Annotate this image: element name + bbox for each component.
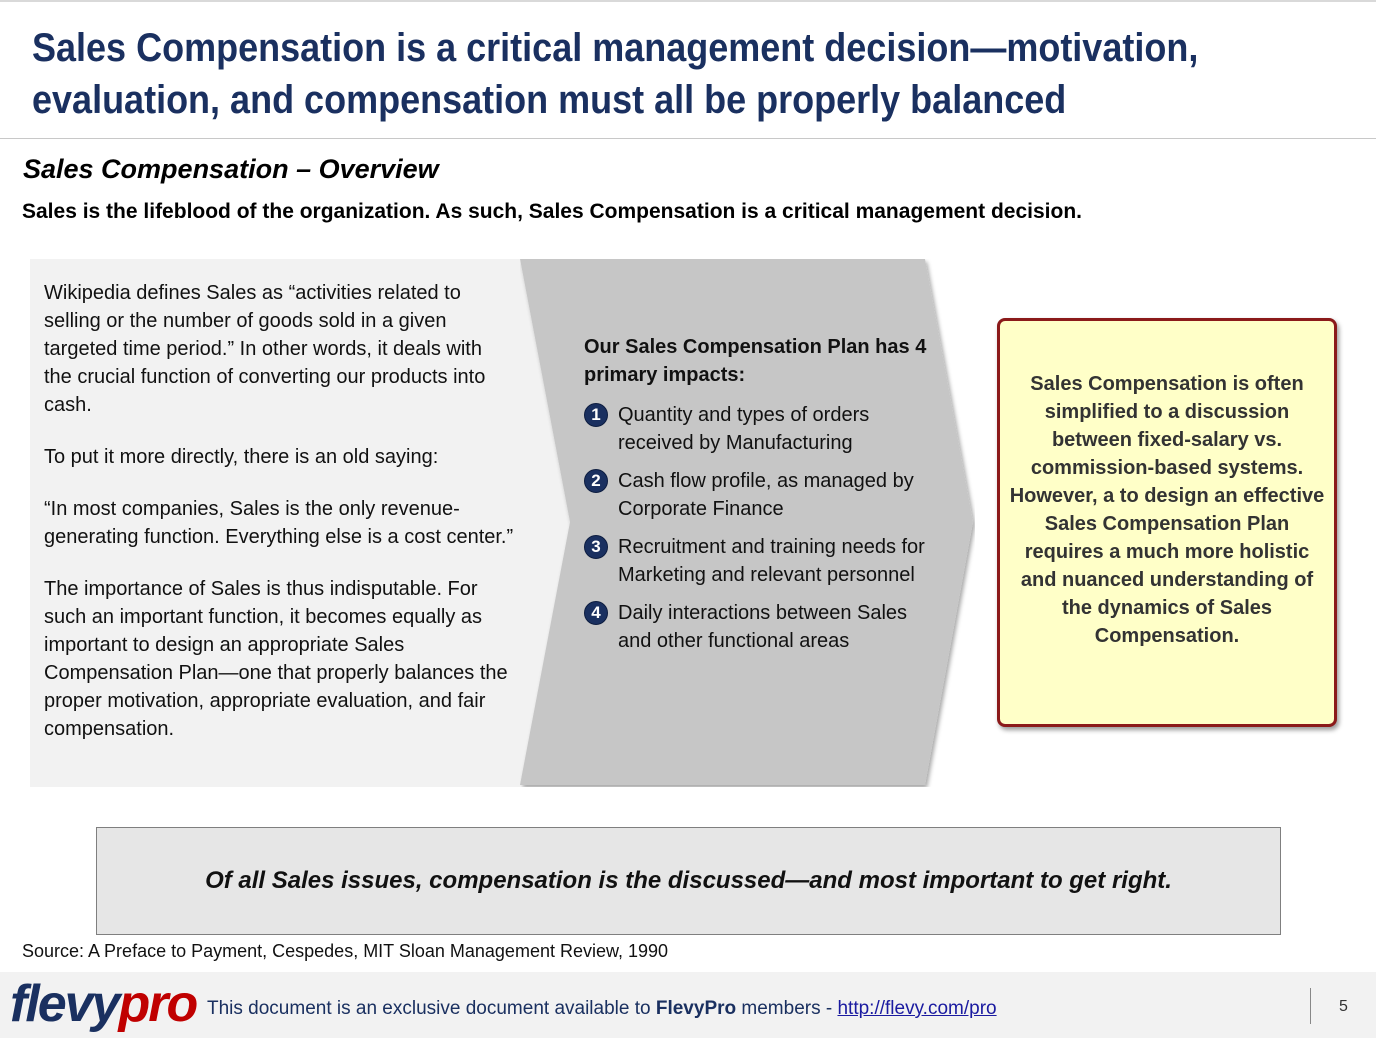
impact-text: Quantity and types of orders received by Manufacturing <box>618 404 870 454</box>
number-badge-1: 1 <box>584 403 608 427</box>
lead-statement: Sales is the lifeblood of the organization. As such, Sales Compensation is a critical management decision. <box>22 200 1082 223</box>
impacts-list <box>584 401 944 655</box>
impacts-heading: Our Sales Compensation Plan has 4 primary impacts: <box>584 336 927 386</box>
impact-item <box>584 599 944 655</box>
logo-text-flevy: flevy <box>10 975 119 1033</box>
impact-item <box>584 533 944 589</box>
impact-text: Daily interactions between Sales and other functional areas <box>618 602 908 652</box>
saying-quote: “In most companies, Sales is the only revenue-generating function. Everything else is a cost center.” <box>44 498 514 548</box>
title-divider <box>0 138 1376 139</box>
impact-item <box>584 401 944 457</box>
definition-text <box>44 279 514 767</box>
saying-intro: To put it more directly, there is an old saying: <box>44 446 439 468</box>
impact-text: Cash flow profile, as managed by Corporate Finance <box>618 470 914 520</box>
number-badge-3: 3 <box>584 535 608 559</box>
section-subtitle: Sales Compensation – Overview <box>23 154 439 184</box>
impact-text: Recruitment and training needs for Marketing and relevant personnel <box>618 536 925 586</box>
definition-paragraph: Wikipedia defines Sales as “activities related to selling or the number of goods sold in a given targeted time period.” In other words, it deals with the crucial function of converting our products into cash. <box>44 282 486 416</box>
top-border <box>0 0 1376 2</box>
source-citation: Source: A Preface to Payment, Cespedes, MIT Sloan Management Review, 1990 <box>22 941 669 961</box>
page-number: 5 <box>1339 998 1348 1015</box>
slide-title: Sales Compensation is a critical management decision—motivation, evaluation, and compensation must all be properly balanced <box>32 26 1199 122</box>
importance-paragraph: The importance of Sales is thus indisputable. For such an important function, it becomes equally as important to design an appropriate Sales Compensation Plan—one that properly balances the proper motivation, appropriate evaluation, and fair compensation. <box>44 578 508 740</box>
footer-divider <box>1310 988 1311 1024</box>
footer-note <box>207 998 997 1020</box>
number-badge-4: 4 <box>584 601 608 625</box>
flevypro-logo <box>10 974 196 1034</box>
footer-note-brand: FlevyPro <box>655 998 737 1019</box>
number-badge-2: 2 <box>584 469 608 493</box>
footer-note-middle: members - <box>736 998 838 1019</box>
takeaway-box <box>96 827 1281 935</box>
impact-item <box>584 467 944 523</box>
takeaway-text: Of all Sales issues, compensation is the discussed—and most important to get right. <box>205 867 1172 894</box>
callout-text: Sales Compensation is often simplified to a discussion between fixed-salary vs. commission-based systems. However, a to design an effective Sales Compensation Plan requires a much more holistic and nuanced understanding of the dynamics of Sales Compensation. <box>1009 373 1325 647</box>
footer-note-prefix: This document is an exclusive document available to <box>207 998 656 1019</box>
impacts-block <box>584 333 944 665</box>
logo-text-pro: pro <box>118 975 197 1033</box>
flevypro-link[interactable]: http://flevy.com/pro <box>837 998 997 1019</box>
